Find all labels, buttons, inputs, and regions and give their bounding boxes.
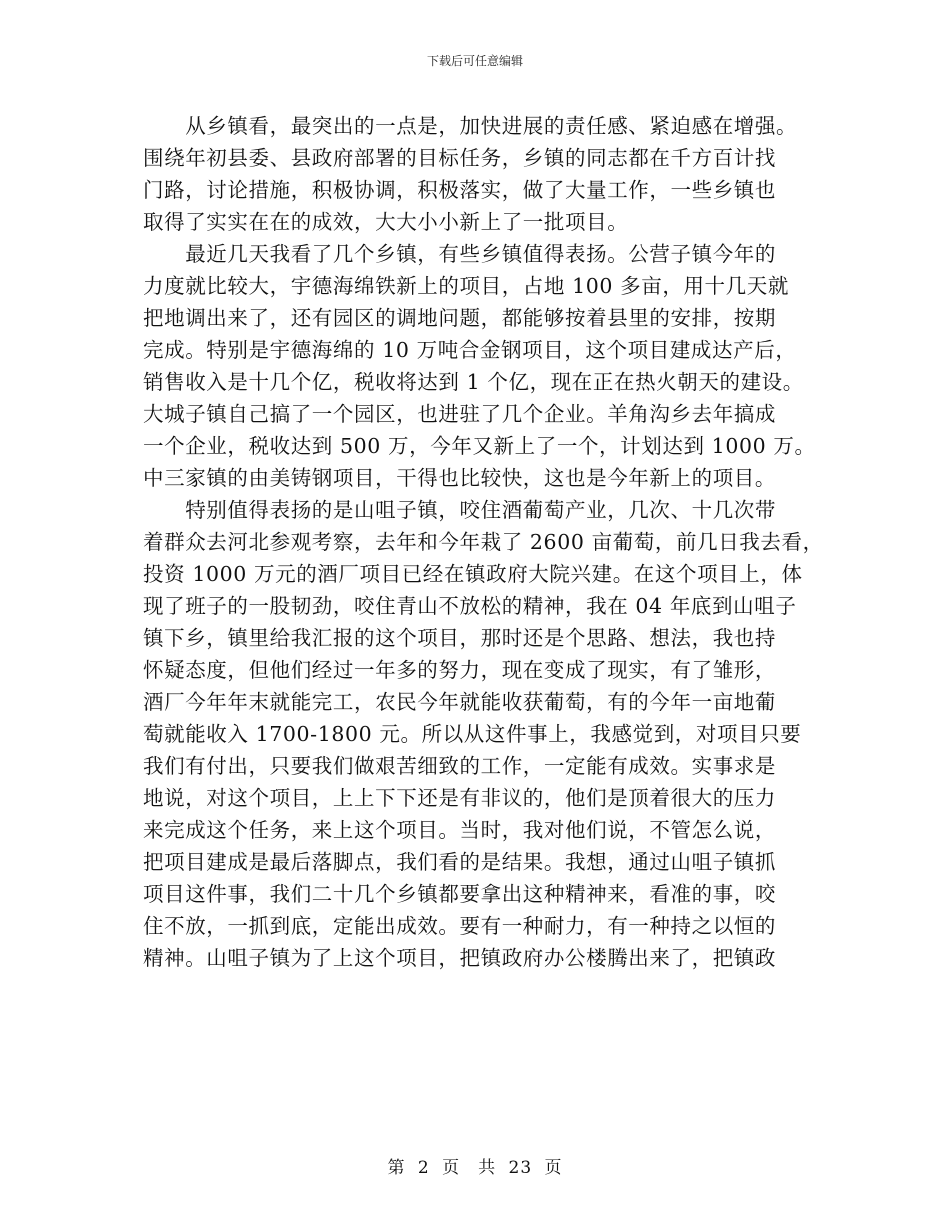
text-line: 项目这件事，我们二十几个乡镇都要拿出这种精神来，看准的事，咬 bbox=[143, 882, 776, 906]
footer-prefix: 第 bbox=[387, 1158, 406, 1178]
text-line: 大城子镇自己搞了一个园区，也进驻了几个企业。羊角沟乡去年搞成 bbox=[143, 402, 776, 426]
text-line: 取得了实实在在的成效，大大小小新上了一批项目。 bbox=[143, 210, 629, 234]
text-line: 精神。山咀子镇为了上这个项目，把镇政府办公楼腾出来了，把镇政 bbox=[143, 946, 776, 970]
text-line: 中三家镇的由美铸钢项目，干得也比较快，这也是今年新上的项目。 bbox=[143, 466, 776, 490]
text-line: 销售收入是十几个亿，税收将达到 1 个亿，现在正在热火朝天的建设。 bbox=[143, 370, 804, 394]
text-line: 现了班子的一股韧劲，咬住青山不放松的精神，我在 04 年底到山咀子 bbox=[143, 594, 797, 618]
text-line: 地说，对这个项目，上上下下还是有非议的，他们是顶着很大的压力 bbox=[143, 786, 776, 810]
text-line: 来完成这个任务，来上这个项目。当时，我对他们说，不管怎么说， bbox=[143, 818, 776, 842]
text-line: 住不放，一抓到底，定能出成效。要有一种耐力，有一种持之以恒的 bbox=[143, 914, 776, 938]
text-line: 酒厂今年年末就能完工，农民今年就能收获葡萄，有的今年一亩地葡 bbox=[143, 690, 776, 714]
text-line: 完成。特别是宇德海绵的 10 万吨合金钢项目，这个项目建成达产后， bbox=[143, 338, 797, 362]
text-line: 一个企业，税收达到 500 万，今年又新上了一个，计划达到 1000 万。 bbox=[143, 434, 816, 458]
text-line: 着群众去河北参观考察，去年和今年栽了 2600 亩葡萄，前几日我去看， bbox=[143, 530, 824, 554]
footer-middle: 页 共 bbox=[442, 1158, 497, 1178]
text-line: 怀疑态度，但他们经过一年多的努力，现在变成了现实，有了雏形， bbox=[143, 658, 776, 682]
footer-suffix: 页 bbox=[544, 1158, 563, 1178]
text-line: 最近几天我看了几个乡镇，有些乡镇值得表扬。公营子镇今年的 bbox=[143, 242, 776, 266]
text-line: 把地调出来了，还有园区的调地问题，都能够按着县里的安排，按期 bbox=[143, 306, 776, 330]
text-line: 镇下乡，镇里给我汇报的这个项目，那时还是个思路、想法，我也持 bbox=[143, 626, 776, 650]
page-header: 下载后可任意编辑 bbox=[426, 54, 523, 68]
page-footer bbox=[0, 1153, 950, 1178]
document-body bbox=[143, 110, 823, 974]
text-line: 我们有付出，只要我们做艰苦细致的工作，一定能有成效。实事求是 bbox=[143, 754, 776, 778]
text-line: 从乡镇看，最突出的一点是，加快进展的责任感、紧迫感在增强。 bbox=[143, 114, 798, 138]
text-line: 围绕年初县委、县政府部署的目标任务，乡镇的同志都在千方百计找 bbox=[143, 146, 776, 170]
text-line: 特别值得表扬的是山咀子镇，咬住酒葡萄产业，几次、十几次带 bbox=[143, 498, 776, 522]
text-line: 萄就能收入 1700-1800 元。所以从这件事上，我感觉到，对项目只要 bbox=[143, 722, 802, 746]
text-line: 投资 1000 万元的酒厂项目已经在镇政府大院兴建。在这个项目上，体 bbox=[143, 562, 803, 586]
footer-total-pages: 23 bbox=[508, 1158, 533, 1178]
text-line: 力度就比较大，宇德海绵铁新上的项目，占地 100 多亩，用十几天就 bbox=[143, 274, 789, 298]
footer-page-number: 2 bbox=[417, 1158, 430, 1178]
text-line: 把项目建成是最后落脚点，我们看的是结果。我想，通过山咀子镇抓 bbox=[143, 850, 776, 874]
text-line: 门路，讨论措施，积极协调，积极落实，做了大量工作，一些乡镇也 bbox=[143, 178, 776, 202]
